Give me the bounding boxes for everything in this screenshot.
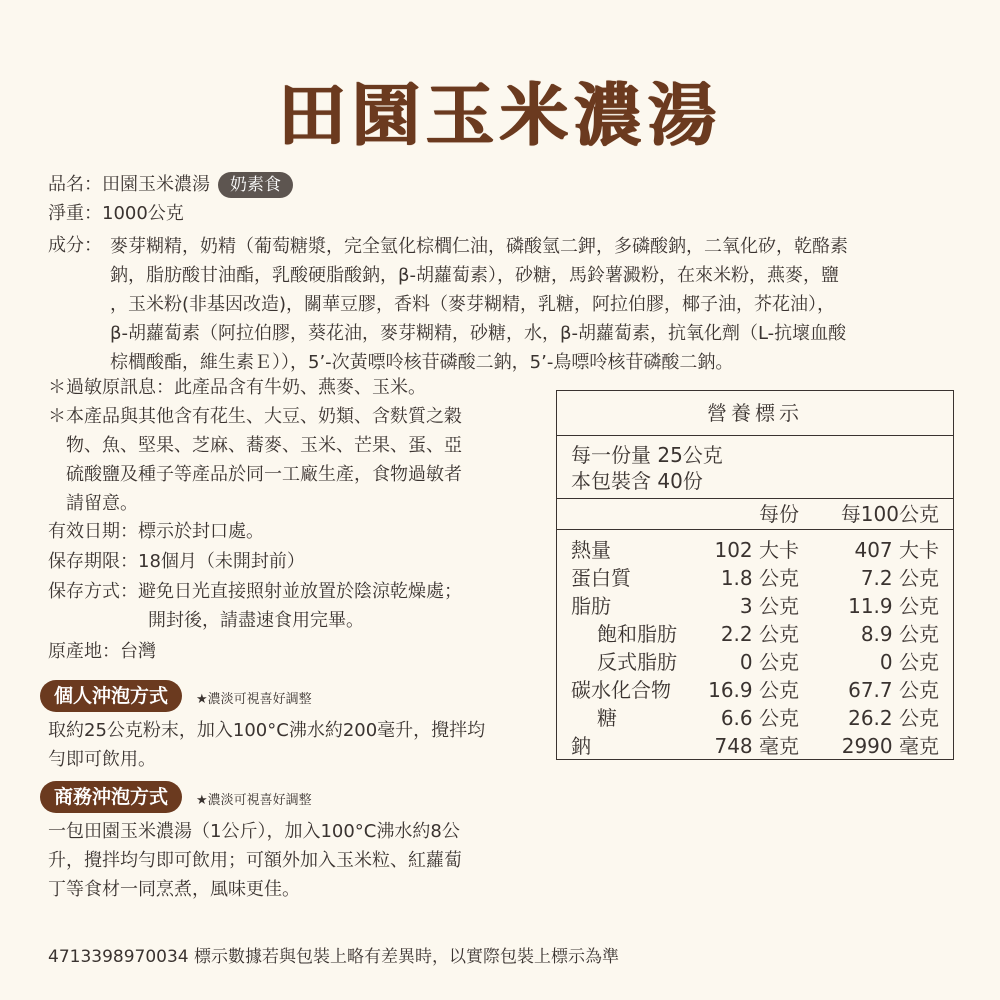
nutrition-header (557, 499, 953, 530)
nutrient-per: 0 公克 (739, 650, 799, 674)
allergy-line: ＊本產品與其他含有花生、大豆、奶類、含麩質之穀 (48, 406, 462, 427)
origin-value: 台灣 (120, 641, 156, 662)
nutrient-name: 蛋白質 (571, 566, 631, 590)
nutrition-table (556, 390, 954, 760)
footer-note: 4713398970034 標示數據若與包裝上略有差異時，以實際包裝上標示為準 (48, 947, 620, 967)
nutrient-per: 1.8 公克 (720, 566, 799, 590)
weight-label: 淨重： (48, 203, 102, 224)
allergy-line: 請留意。 (48, 493, 138, 514)
nutrient-per: 748 毫克 (714, 734, 799, 758)
table-row (557, 732, 953, 760)
nutrient-per100: 7.2 公克 (860, 566, 939, 590)
storage-label: 保存方式： (48, 581, 138, 602)
col-per-100g: 每100公克 (840, 502, 939, 526)
nutrition-title: 營養標示 (557, 391, 953, 436)
personal-brew-note: ★濃淡可視喜好調整 (196, 692, 312, 707)
nutrient-per100: 2990 毫克 (841, 734, 939, 758)
table-row (557, 564, 953, 592)
nutrient-per100: 11.9 公克 (848, 594, 939, 618)
storage-value: 避免日光直接照射並放置於陰涼乾燥處； (138, 581, 462, 602)
table-row (557, 536, 953, 564)
net-weight-row (48, 200, 184, 228)
nutrient-name: 反式脂肪 (597, 650, 677, 674)
nutrient-per: 3 公克 (739, 594, 799, 618)
table-row (557, 592, 953, 620)
nutrient-name: 糖 (597, 706, 617, 730)
table-row (557, 704, 953, 732)
serving-size: 每一份量 25公克 (571, 443, 723, 467)
col-per-serving: 每份 (759, 502, 799, 526)
page-title: 田園玉米濃湯 (277, 77, 722, 156)
allergy-line: 硫酸鹽及種子等產品於同一工廠生產，食物過敏者 (48, 464, 462, 485)
business-brew-label: 商務沖泡方式 (40, 781, 182, 813)
allergy-line: ＊過敏原訊息：此產品含有牛奶、燕麥、玉米。 (48, 377, 426, 398)
personal-line: 勻即可飲用。 (48, 749, 156, 770)
nutrient-per100: 8.9 公克 (860, 622, 939, 646)
nutrient-per100: 26.2 公克 (848, 706, 939, 730)
nutrient-per100: 0 公克 (879, 650, 939, 674)
nutrient-name: 碳水化合物 (571, 678, 671, 702)
table-row (557, 676, 953, 704)
nutrient-per100: 67.7 公克 (848, 678, 939, 702)
nutrient-name: 鈉 (571, 734, 591, 758)
personal-line: 取約25公克粉末，加入100°C沸水約200毫升，攪拌均 (48, 720, 486, 741)
shelf-value: 18個月（未開封前） (138, 551, 305, 572)
nutrient-name: 脂肪 (571, 594, 611, 618)
origin-row (48, 638, 156, 666)
net-weight: 1000公克 (102, 203, 184, 224)
ingredients-line: 麥芽糊精，奶精（葡萄糖漿，完全氫化棕櫚仁油，磷酸氫二鉀，多磷酸鈉，二氧化矽，乾酪素 (110, 236, 848, 257)
nutrient-name: 熱量 (571, 538, 611, 562)
allergy-info (48, 373, 538, 518)
ingredients-line: ，玉米粉(非基因改造)，關華豆膠，香料（麥芽糊精，乳糖，阿拉伯膠，椰子油，芥花油）， (110, 294, 836, 315)
ingredients-line: β-胡蘿蔔素（阿拉伯膠，葵花油，麥芽糊精，砂糖，水，β-胡蘿蔔素，抗氧化劑（L-抗壞血酸 (110, 323, 847, 344)
serving-info (557, 436, 953, 499)
allergy-line: 物、魚、堅果、芝麻、蕎麥、玉米、芒果、蛋、亞 (48, 435, 462, 456)
shelf-label: 保存期限： (48, 551, 138, 572)
ingredients-text (110, 232, 970, 377)
ingredients-line: 鈉，脂肪酸甘油酯，乳酸硬脂酸鈉，β-胡蘿蔔素），砂糖，馬鈴薯澱粉，在來米粉，燕麥，鹽 (110, 265, 839, 286)
shelf-life-row (48, 548, 305, 576)
servings-per-pack: 本包裝含 40份 (571, 469, 703, 493)
table-row (557, 648, 953, 676)
nutrient-per: 6.6 公克 (720, 706, 799, 730)
business-line: 一包田園玉米濃湯（1公斤），加入100°C沸水約8公 (48, 821, 460, 842)
business-line: 升，攪拌均勻即可飲用；可額外加入玉米粒、紅蘿蔔 (48, 850, 462, 871)
nutrient-per: 16.9 公克 (708, 678, 799, 702)
expiry-value: 標示於封口處。 (138, 521, 264, 542)
nutrient-per: 102 大卡 (714, 538, 799, 562)
storage-row (48, 578, 462, 606)
storage-line-2: 開封後，請盡速食用完畢。 (148, 610, 364, 631)
expiry-row (48, 518, 264, 546)
nutrient-per: 2.2 公克 (720, 622, 799, 646)
nutrition-rows (557, 530, 953, 760)
nutrient-name: 飽和脂肪 (597, 622, 677, 646)
product-name-row (48, 171, 293, 199)
expiry-label: 有效日期： (48, 521, 138, 542)
name-label: 品名： (48, 174, 102, 195)
ingredients-line: 棕櫚酸酯，維生素Ｅ）），5’-次黃嘌呤核苷磷酸二鈉，5’-鳥嘌呤核苷磷酸二鈉。 (110, 352, 734, 373)
nutrient-per100: 407 大卡 (854, 538, 939, 562)
business-brew-note: ★濃淡可視喜好調整 (196, 793, 312, 808)
origin-label: 原產地： (48, 641, 120, 662)
diet-badge: 奶素食 (218, 172, 293, 198)
ingredients-label: 成分： (48, 235, 102, 256)
business-line: 丁等食材一同烹煮，風味更佳。 (48, 879, 300, 900)
product-name: 田園玉米濃湯 (102, 174, 210, 195)
personal-brew-label: 個人沖泡方式 (40, 680, 182, 712)
personal-brew-text (48, 716, 485, 774)
business-brew-text (48, 817, 462, 904)
table-row (557, 620, 953, 648)
